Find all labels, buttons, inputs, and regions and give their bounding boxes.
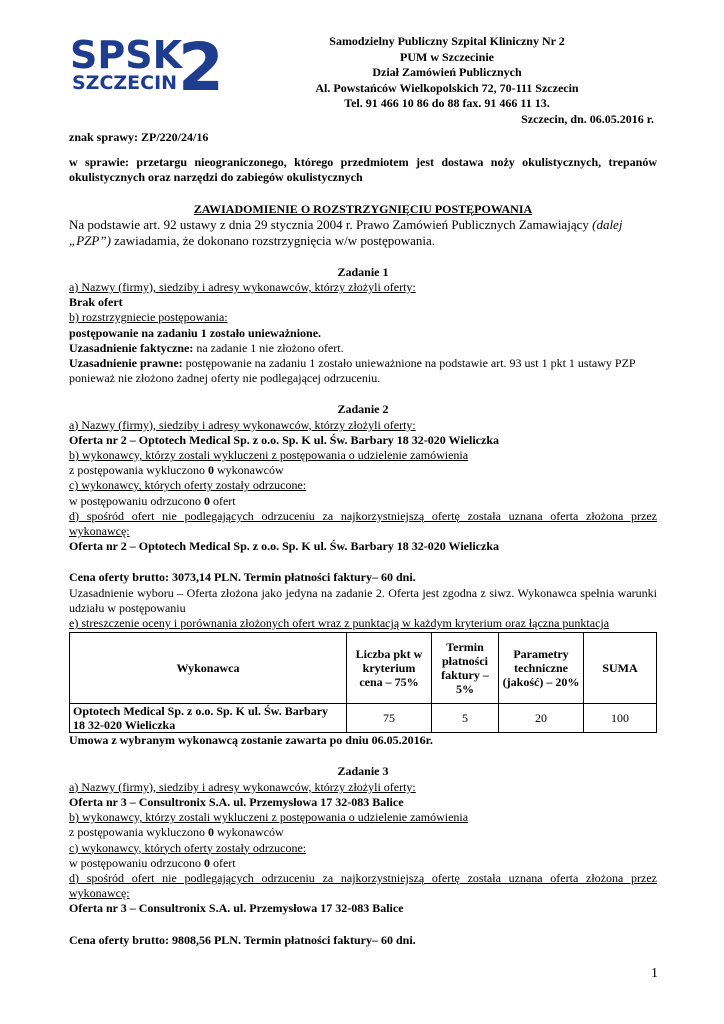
task1-title: Zadanie 1 [337,264,389,279]
task3-title: Zadanie 3 [337,764,389,779]
task3-d-value: Oferta nr 3 – Consultronix S.A. ul. Przemysłowa 17 32-083 Balice [69,901,404,916]
task2-contract: Umowa z wybranym wykonawcą zostanie zawarta po dniu 06.05.2016r. [69,733,433,748]
header-line: PUM w Szczecinie [400,49,494,64]
task2-a-value: Oferta nr 2 – Optotech Medical Sp. z o.o. Sp. K ul. Św. Barbary 18 32-020 Wieliczka [69,432,499,447]
table-header-cell: Parametry techniczne (jakość) – 20% [499,633,584,704]
table-cell: 20 [499,704,584,733]
table-cell: Optotech Medical Sp. z o.o. Sp. K ul. Św. Barbary 18 32-020 Wieliczka [70,704,347,733]
task2-justification: Uzasadnienie wyboru – Oferta złożona jako jedyna na zadanie 2. Oferta jest zgodna z siwz. Wykonawca spełnia warunki udziału w postępowaniu [69,585,657,615]
task3-price: Cena oferty brutto: 9808,56 PLN. Termin płatności faktury– 60 dni. [69,932,416,947]
table-header-cell: Liczba pkt w kryterium cena – 75% [347,633,432,704]
spsk2-logo [70,32,230,96]
task3-c-text: w postępowaniu odrzucono 0 ofert [69,855,236,870]
task2-b-label: b) wykonawcy, którzy zostali wykluczeni z postępowania o udzielenie zamówienia [69,448,469,463]
table-header-cell: SUMA [584,633,657,704]
task1-a-label: a) Nazwy (firmy), siedziby i adresy wykonawców, którzy złożyli oferty: [69,280,416,295]
logo-text-spsk: SPSK [70,33,183,77]
logo-digit: 2 [178,32,224,96]
task2-price: Cena oferty brutto: 3073,14 PLN. Termin płatności faktury– 60 dni. [69,570,416,585]
notice-title: ZAWIADOMIENIE O ROZSTRZYGNIĘCIU POSTĘPOWANIA [193,201,533,216]
task3-c-label: c) wykonawcy, których oferty zostały odrzucone: [69,840,307,855]
scoring-table [69,632,657,733]
institution-header [240,34,654,127]
task3-b-label: b) wykonawcy, którzy zostali wykluczeni z postępowania o udzielenie zamówienia [69,810,469,825]
header-line: Al. Powstańców Wielkopolskich 72, 70-111 Szczecin [315,80,579,95]
task1-a-value: Brak ofert [69,295,123,310]
task2-title: Zadanie 2 [337,402,389,417]
task1-b-value: postępowanie na zadaniu 1 zostało unieważnione. [69,325,322,340]
table-cell: 100 [584,704,657,733]
task1-law: Uzasadnienie prawne: postępowanie na zadaniu 1 zostało unieważnione na podstawie art. 93 ust 1 pkt 1 ustawy PZP ponieważ nie złożono żadnej oferty nie podlegającej odrzuceniu. [69,356,636,386]
task2-d-label: d) spośród ofert nie podlegających odrzuceniu za najkorzystniejszą ofertę została uznana oferta złożona przez wykonawcę: [69,508,657,539]
page-number: 1 [651,966,658,981]
table-header-cell: Termin płatności faktury – 5% [432,633,499,704]
task2-e-label: e) streszczenie oceny i porównania złożonych ofert wraz z punktacją w każdym kryterium oraz łączna punktacja [69,616,610,631]
task2-d-value: Oferta nr 2 – Optotech Medical Sp. z o.o. Sp. K ul. Św. Barbary 18 32-020 Wieliczka [69,539,499,554]
task1-fact: Uzasadnienie faktyczne: na zadanie 1 nie złożono ofert. [69,340,344,355]
task3-a-label: a) Nazwy (firmy), siedziby i adresy wykonawców, którzy złożyli oferty: [69,779,416,794]
header-line: Samodzielny Publiczny Szpital Kliniczny Nr 2 [329,34,565,48]
task3-d-label: d) spośród ofert nie podlegających odrzuceniu za najkorzystniejszą ofertę została uznana oferta złożona przez wykonawcę: [69,870,657,901]
header-line: Dział Zamówień Publicznych [372,65,522,79]
table-cell: 5 [432,704,499,733]
document-body [69,130,657,948]
task3-b-text: z postępowania wykluczono 0 wykonawców [69,825,284,840]
task2-c-text: w postępowaniu odrzucono 0 ofert [69,493,236,508]
notice-intro: Na podstawie art. 92 ustawy z dnia 29 stycznia 2004 r. Prawo Zamówień Publicznych Zamawiający (dalej „PZP”) zawiadamia, że dokonano rozstrzygnięcia w/w postępowania. [69,216,623,248]
table-header-row [70,633,657,704]
task2-b-text: z postępowania wykluczono 0 wykonawców [69,463,284,478]
header-line: Tel. 91 466 10 86 do 88 fax. 91 466 11 13. [344,96,550,110]
task2-c-label: c) wykonawcy, których oferty zostały odrzucone: [69,478,307,493]
task1-b-label: b) rozstrzygniecie postępowania: [69,310,228,325]
table-header-cell: Wykonawca [70,633,347,704]
case-subject: w sprawie: przetargu nieograniczonego, którego przedmiotem jest dostawa noży okulistycznych, trepanów okulistycznych oraz narzędzi do zabiegów okulistycznych [69,155,657,185]
task2-a-label: a) Nazwy (firmy), siedziby i adresy wykonawców, którzy złożyli oferty: [69,417,416,432]
logo-text-city: SZCZECIN [72,72,178,94]
place-date: Szczecin, dn. 06.05.2016 r. [521,111,654,126]
table-row [70,704,657,733]
case-reference: znak sprawy: ZP/220/24/16 [69,130,209,144]
task3-a-value: Oferta nr 3 – Consultronix S.A. ul. Przemysłowa 17 32-083 Balice [69,794,404,809]
table-cell: 75 [347,704,432,733]
